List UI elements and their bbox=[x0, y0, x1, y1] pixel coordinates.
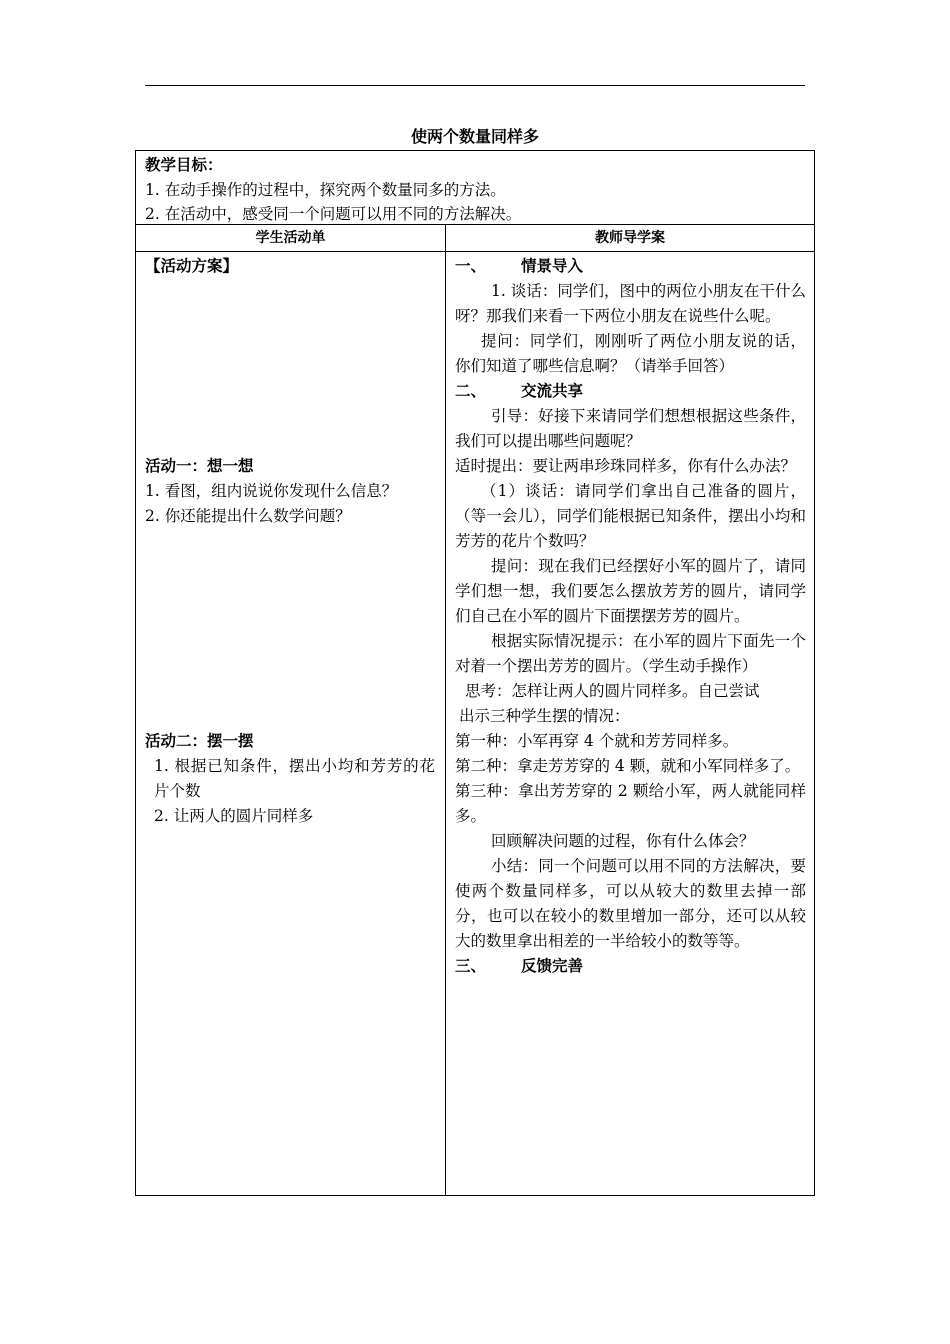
activity-one-item-2: 2. 你还能提出什么数学问题？ bbox=[145, 507, 351, 525]
spacer bbox=[145, 529, 435, 729]
paragraph: 第二种：拿走芳芳穿的 4 颗，就和小军同样多了。 bbox=[455, 757, 801, 775]
column-header-student: 学生活动单 bbox=[136, 225, 446, 252]
teacher-guide-column bbox=[446, 252, 814, 1195]
section-share-heading bbox=[455, 379, 806, 404]
lesson-table bbox=[135, 150, 815, 1196]
paragraph: 适时提出：要让两串珍珠同样多，你有什么办法？ bbox=[455, 457, 797, 475]
teaching-goals bbox=[136, 151, 814, 225]
section-number: 一、 bbox=[455, 257, 487, 275]
paragraph: 引导：好接下来请同学们想想根据这些条件，我们可以提出哪些问题呢？ bbox=[455, 407, 806, 450]
section-title: 反馈完善 bbox=[521, 957, 584, 975]
section-feedback-heading bbox=[455, 954, 806, 979]
goal-item-1: 1. 在动手操作的过程中，探究两个数量同多的方法。 bbox=[145, 180, 506, 199]
activity-one-title: 活动一：想一想 bbox=[145, 457, 254, 475]
paragraph: （1）谈话：请同学们拿出自己准备的圆片，（等一会儿），同学们能根据已知条件，摆出小均和芳芳的花片个数吗？ bbox=[455, 482, 806, 550]
activity-two-title: 活动二：摆一摆 bbox=[145, 732, 254, 750]
paragraph: 回顾解决问题的过程，你有什么体会？ bbox=[491, 832, 755, 850]
paragraph: 思考：怎样让两人的圆片同样多。自己尝试 bbox=[465, 682, 760, 700]
spacer bbox=[145, 279, 435, 454]
section-number: 二、 bbox=[455, 382, 487, 400]
section-intro-heading bbox=[455, 254, 806, 279]
section-number: 三、 bbox=[455, 957, 487, 975]
paragraph: 提问：同学们，刚刚听了两位小朋友说的话，你们知道了哪些信息啊？（请举手回答） bbox=[455, 332, 806, 375]
activity-two-item-2: 2. 让两人的圆片同样多 bbox=[154, 807, 314, 825]
document-title: 使两个数量同样多 bbox=[410, 127, 539, 146]
section-title: 情景导入 bbox=[521, 257, 584, 275]
paragraph: 第一种：小军再穿 4 个就和芳芳同样多。 bbox=[455, 732, 739, 750]
header-rule bbox=[145, 85, 805, 86]
activity-two-item-1: 1. 根据已知条件，摆出小均和芳芳的花片个数 bbox=[154, 757, 435, 800]
activity-one-item-1: 1. 看图，组内说说你发现什么信息？ bbox=[145, 482, 398, 500]
section-title: 交流共享 bbox=[521, 382, 584, 400]
paragraph: 出示三种学生摆的情况： bbox=[459, 707, 630, 725]
column-header-teacher: 教师导学案 bbox=[446, 225, 814, 252]
activity-plan-label: 【活动方案】 bbox=[145, 257, 239, 275]
paragraph: 根据实际情况提示：在小军的圆片下面先一个对着一个摆出芳芳的圆片。（学生动手操作） bbox=[455, 632, 806, 675]
paragraph: 小结：同一个问题可以用不同的方法解决，要使两个数量同样多，可以从较大的数里去掉一部分，也可以在较小的数里增加一部分，还可以从较大的数里拿出相差的一半给较小的数等等。 bbox=[455, 857, 806, 950]
goal-item-2: 2. 在活动中，感受同一个问题可以用不同的方法解决。 bbox=[145, 205, 522, 223]
goals-heading: 教学目标： bbox=[145, 156, 223, 174]
student-activity-column bbox=[136, 252, 446, 1195]
paragraph: 1. 谈话：同学们，图中的两位小朋友在干什么呀？那我们来看一下两位小朋友在说些什么呢。 bbox=[455, 282, 806, 325]
paragraph: 提问：现在我们已经摆好小军的圆片了，请同学们想一想，我们要怎么摆放芳芳的圆片，请同学们自己在小军的圆片下面摆摆芳芳的圆片。 bbox=[455, 557, 806, 625]
paragraph: 第三种：拿出芳芳穿的 2 颗给小军，两人就能同样多。 bbox=[455, 782, 806, 825]
